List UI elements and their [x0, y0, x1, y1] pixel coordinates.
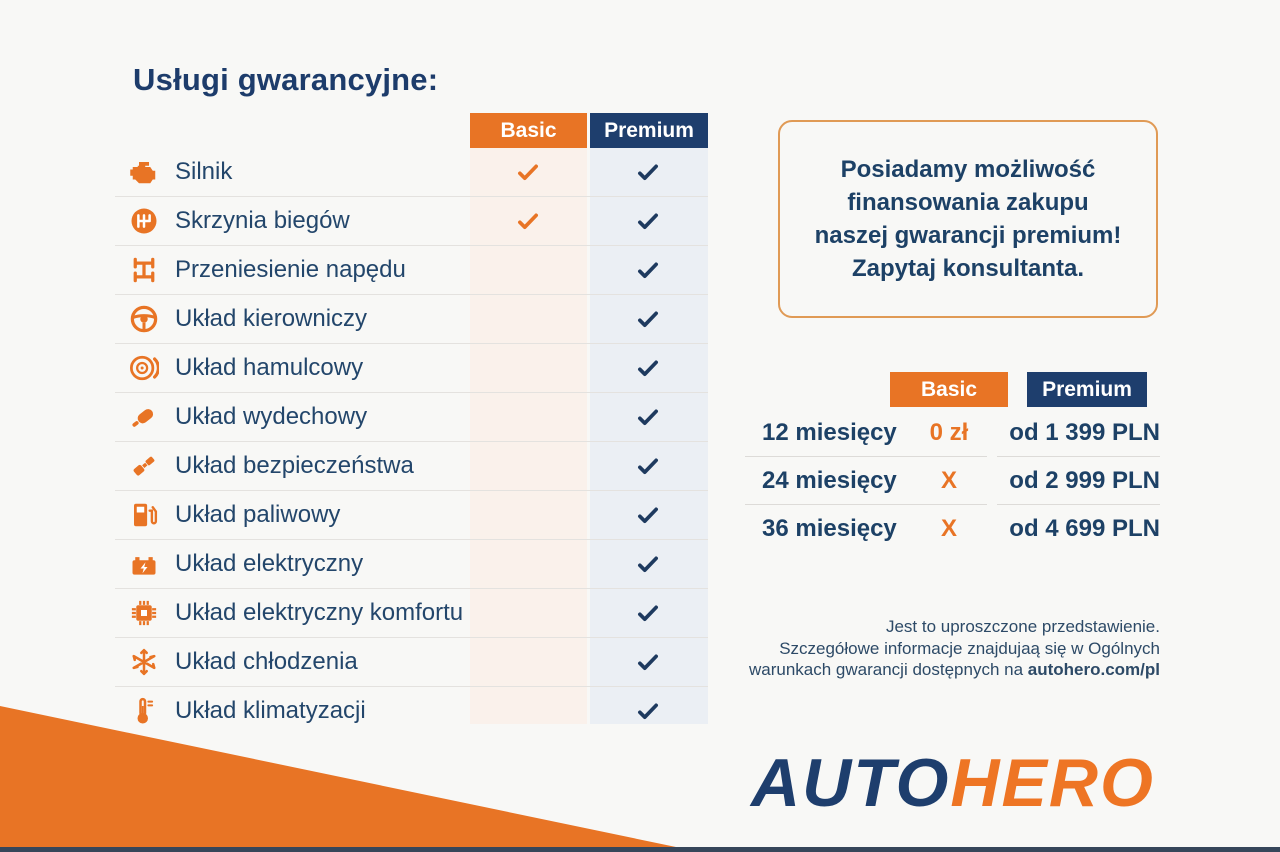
engine-icon — [129, 157, 159, 187]
warranty-table-row — [115, 687, 708, 735]
warranty-row-label: Przeniesienie napędu — [175, 256, 406, 283]
warranty-table-row — [115, 540, 708, 589]
premium-check-icon — [635, 404, 661, 430]
pricing-premium-value: od 4 699 PLN — [1009, 515, 1160, 542]
warranty-row-label: Skrzynia biegów — [175, 207, 350, 234]
page-title: Usługi gwarancyjne: — [133, 62, 439, 97]
warranty-row-label: Układ bezpieczeństwa — [175, 452, 414, 479]
pricing-basic-value: 0 zł — [929, 419, 969, 446]
chip-icon — [129, 598, 159, 628]
warranty-row-label: Układ kierowniczy — [175, 305, 368, 332]
pricing-period-label: 24 miesięcy — [762, 467, 897, 494]
pricing-table-row — [745, 457, 1160, 505]
warranty-column-header-premium: Premium — [590, 113, 708, 148]
financing-note-line: Zapytaj konsultanta. — [851, 255, 1085, 282]
thermometer-icon — [129, 696, 159, 726]
warranty-comparison-table — [115, 113, 708, 724]
warranty-row-label: Układ elektryczny komfortu — [175, 599, 464, 626]
fuel-pump-icon — [129, 500, 159, 530]
warranty-table-row — [115, 344, 708, 393]
premium-check-icon — [635, 649, 661, 675]
warranty-row-label: Układ hamulcowy — [175, 354, 364, 381]
financing-note-box — [778, 120, 1158, 318]
bottom-edge-strip — [0, 847, 1280, 852]
pricing-column-header-basic: Basic — [890, 372, 1008, 407]
warranty-column-header-basic: Basic — [470, 113, 587, 148]
gearbox-icon — [129, 206, 159, 236]
pricing-table-row — [745, 409, 1160, 457]
brake-disc-icon — [129, 353, 159, 383]
warranty-table-row — [115, 442, 708, 491]
pricing-rows — [745, 409, 1160, 553]
warranty-table-row — [115, 148, 708, 197]
basic-check-icon — [515, 159, 541, 185]
warranty-table-row — [115, 638, 708, 687]
warranty-table-row — [115, 589, 708, 638]
pricing-table-row — [745, 505, 1160, 553]
pricing-column-header-premium: Premium — [1027, 372, 1147, 407]
battery-icon — [129, 549, 159, 579]
warranty-rows — [115, 148, 708, 735]
premium-check-icon — [635, 208, 661, 234]
financing-note-line: finansowania zakupu — [847, 189, 1089, 216]
premium-check-icon — [635, 453, 661, 479]
warranty-row-label: Układ paliwowy — [175, 501, 341, 528]
financing-note-line: Posiadamy możliwość — [840, 156, 1096, 183]
disclaimer-line: Szczegółowe informacje znajdujaą się w Ogólnych — [779, 638, 1160, 658]
steering-wheel-icon — [129, 304, 159, 334]
premium-check-icon — [635, 502, 661, 528]
drivetrain-icon — [129, 255, 159, 285]
warranty-table-row — [115, 491, 708, 540]
pricing-basic-value: X — [940, 515, 957, 542]
disclaimer-text — [749, 616, 1160, 681]
premium-check-icon — [635, 355, 661, 381]
disclaimer-line: Jest to uproszczone przedstawienie. — [885, 617, 1160, 636]
basic-check-icon — [515, 208, 541, 234]
warranty-row-label: Układ elektryczny — [175, 550, 364, 577]
exhaust-icon — [129, 402, 159, 432]
premium-check-icon — [635, 551, 661, 577]
autohero-logo — [751, 744, 1155, 822]
snowflake-icon — [129, 647, 159, 677]
pricing-premium-value: od 2 999 PLN — [1009, 467, 1160, 494]
premium-check-icon — [635, 600, 661, 626]
logo-part-hero: HERO — [950, 745, 1155, 821]
warranty-row-label: Silnik — [175, 158, 233, 185]
warranty-row-label: Układ wydechowy — [175, 403, 368, 430]
disclaimer-line: warunkach gwarancji dostępnych na autohero.com/pl — [748, 660, 1160, 679]
warranty-row-label: Układ klimatyzacji — [175, 697, 366, 724]
pricing-premium-value: od 1 399 PLN — [1009, 419, 1160, 446]
pricing-period-label: 12 miesięcy — [762, 419, 897, 446]
warranty-table-row — [115, 197, 708, 246]
premium-check-icon — [635, 159, 661, 185]
warranty-table-row — [115, 246, 708, 295]
warranty-table-row — [115, 295, 708, 344]
logo-part-auto: AUTO — [751, 745, 951, 821]
premium-check-icon — [635, 698, 661, 724]
warranty-table-row — [115, 393, 708, 442]
premium-check-icon — [635, 257, 661, 283]
seatbelt-icon — [129, 451, 159, 481]
pricing-period-label: 36 miesięcy — [762, 515, 897, 542]
website-url: autohero.com/pl — [1027, 660, 1160, 679]
financing-note-line: naszej gwarancji premium! — [814, 222, 1122, 249]
pricing-basic-value: X — [940, 467, 957, 494]
warranty-row-label: Układ chłodzenia — [175, 648, 358, 675]
premium-check-icon — [635, 306, 661, 332]
